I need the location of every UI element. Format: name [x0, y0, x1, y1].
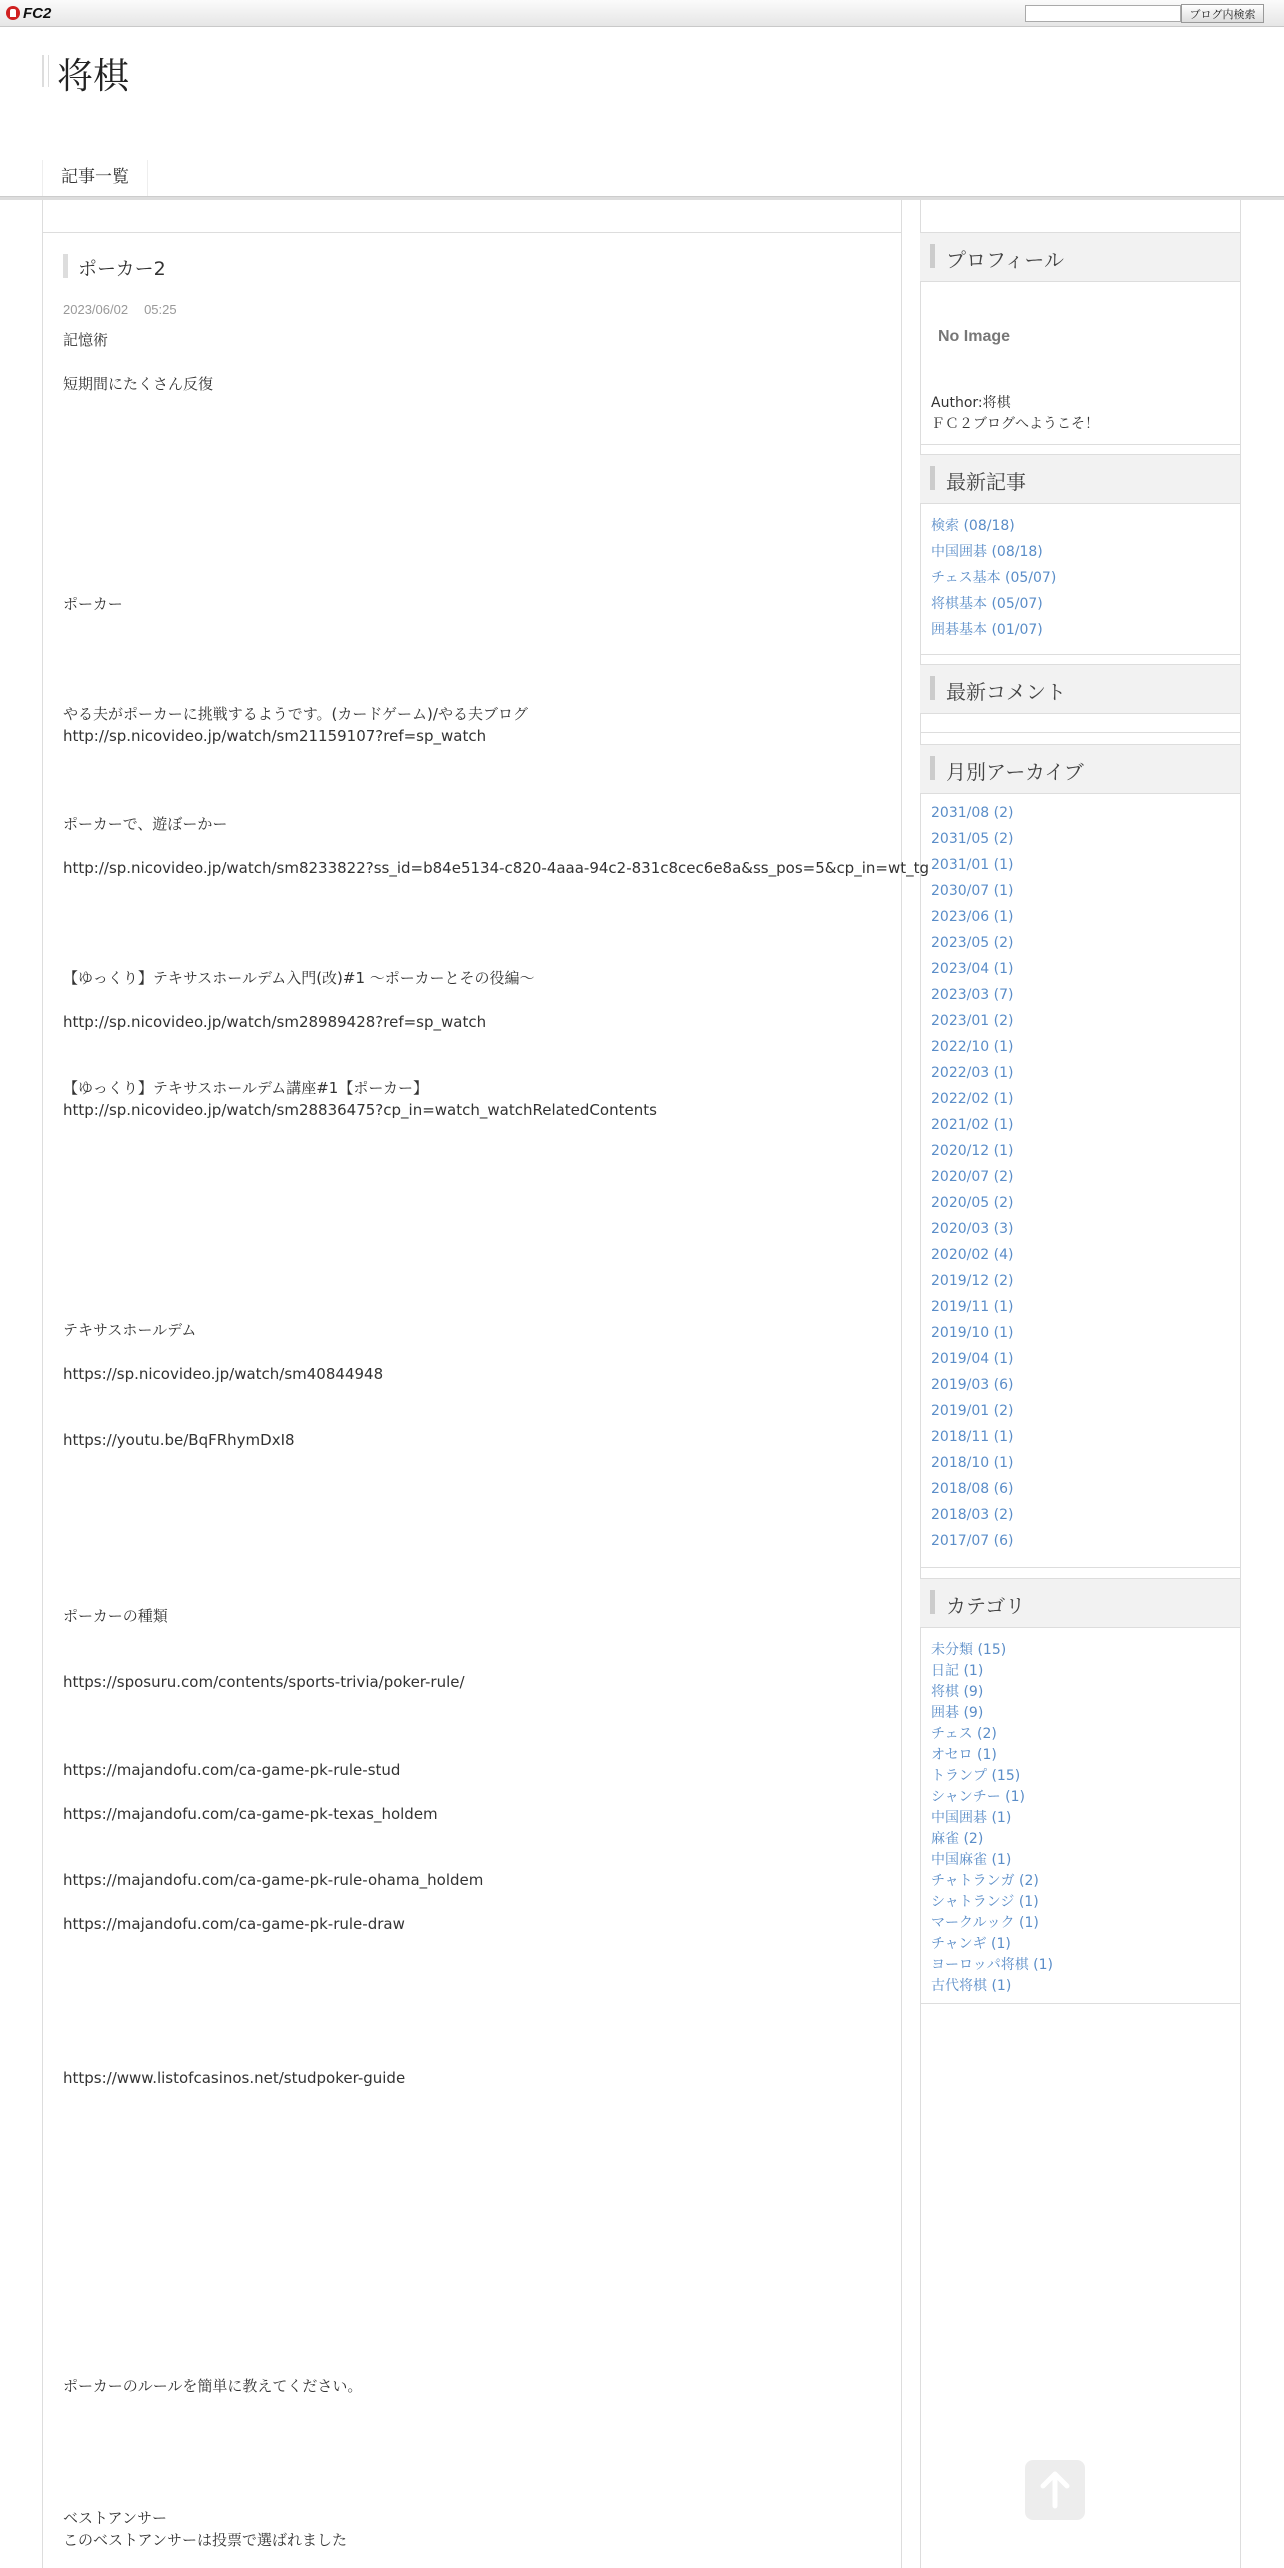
- archive-item[interactable]: 2018/08 (6): [931, 1481, 1014, 1497]
- archive-item[interactable]: 2017/07 (6): [931, 1533, 1014, 1549]
- archive-item[interactable]: 2031/01 (1): [931, 857, 1014, 873]
- entry-date: [63, 302, 177, 317]
- archive-item[interactable]: 2019/10 (1): [931, 1325, 1014, 1341]
- category-item[interactable]: チャンギ (1): [931, 1936, 1011, 1952]
- category-item[interactable]: オセロ (1): [931, 1747, 997, 1763]
- category-item[interactable]: 将棋 (9): [931, 1684, 984, 1700]
- recent-item[interactable]: 囲碁基本 (01/07): [931, 622, 1043, 638]
- section-divider: [920, 732, 1240, 733]
- category-item[interactable]: 囲碁 (9): [931, 1705, 984, 1721]
- frame-line: [42, 232, 901, 233]
- entry-link[interactable]: https://majandofu.com/ca-game-pk-rule-stud: [63, 1761, 401, 1779]
- archive-item[interactable]: 2020/03 (3): [931, 1221, 1014, 1237]
- arrow-up-icon: [1025, 2460, 1085, 2520]
- archive-item[interactable]: 2020/07 (2): [931, 1169, 1014, 1185]
- category-item[interactable]: トランプ (15): [931, 1768, 1021, 1784]
- archive-item[interactable]: 2020/12 (1): [931, 1143, 1014, 1159]
- entry-link[interactable]: http://sp.nicovideo.jp/watch/sm21159107?ref=sp_watch: [63, 727, 487, 745]
- frame-line: [42, 199, 43, 2568]
- blog-search-input[interactable]: [1025, 5, 1181, 22]
- category-item[interactable]: チャトランガ (2): [931, 1873, 1039, 1889]
- recent-heading-text: 最新記事: [946, 470, 1026, 494]
- recent-item[interactable]: 将棋基本 (05/07): [931, 596, 1043, 612]
- archive-heading: [920, 744, 1240, 794]
- category-item[interactable]: 中国麻雀 (1): [931, 1852, 1012, 1868]
- entry-paragraph: やる夫がポーカーに挑戦するようです。(カードゲーム)/やる夫ブログ: [63, 705, 528, 723]
- category-item[interactable]: 中国囲碁 (1): [931, 1810, 1012, 1826]
- heading-decoration: [930, 466, 935, 490]
- category-item[interactable]: シャンチー (1): [931, 1789, 1026, 1805]
- profile-heading-text: プロフィール: [946, 248, 1064, 272]
- archive-item[interactable]: 2023/04 (1): [931, 961, 1014, 977]
- frame-line: [1240, 199, 1241, 2568]
- category-item[interactable]: 古代将棋 (1): [931, 1978, 1012, 1994]
- category-item[interactable]: チェス (2): [931, 1726, 997, 1742]
- entry-paragraph: ポーカー: [63, 595, 123, 613]
- entry-paragraph: 短期間にたくさん反復: [63, 375, 214, 393]
- fc2-logo-text: FC2: [23, 4, 52, 22]
- section-divider: [920, 1567, 1240, 1568]
- archive-item[interactable]: 2031/05 (2): [931, 831, 1014, 847]
- archive-item[interactable]: 2031/08 (2): [931, 805, 1014, 821]
- archive-item[interactable]: 2020/05 (2): [931, 1195, 1014, 1211]
- archive-item[interactable]: 2019/04 (1): [931, 1351, 1014, 1367]
- entry-link[interactable]: https://www.listofcasinos.net/studpoker-guide: [63, 2069, 406, 2087]
- menu-tab-article-list[interactable]: 記事一覧: [42, 160, 148, 196]
- heading-decoration: [930, 756, 935, 780]
- archive-item[interactable]: 2019/11 (1): [931, 1299, 1014, 1315]
- category-item[interactable]: マークルック (1): [931, 1915, 1039, 1931]
- profile-welcome: ＦＣ２ブログへようこそ！: [931, 416, 1099, 432]
- frame-line: [920, 199, 921, 2568]
- category-heading: [920, 1578, 1240, 1628]
- fc2-toolbar: [0, 0, 1284, 27]
- blog-search-button[interactable]: ブログ内検索: [1181, 4, 1264, 23]
- entry-time-value: 05:25: [144, 302, 177, 317]
- recent-heading: [920, 454, 1240, 504]
- entry-link[interactable]: https://sposuru.com/contents/sports-trivia/poker-rule/: [63, 1673, 465, 1691]
- category-item[interactable]: 日記 (1): [931, 1663, 984, 1679]
- archive-item[interactable]: 2023/03 (7): [931, 987, 1014, 1003]
- entry-link[interactable]: http://sp.nicovideo.jp/watch/sm28989428?ref=sp_watch: [63, 1013, 487, 1031]
- entry-link[interactable]: https://majandofu.com/ca-game-pk-rule-ohama_holdem: [63, 1871, 484, 1889]
- entry-title[interactable]: ポーカー2: [78, 258, 166, 280]
- recent-item[interactable]: 検索 (08/18): [931, 518, 1015, 534]
- entry-paragraph: ベストアンサー: [63, 2509, 167, 2527]
- entry-link[interactable]: http://sp.nicovideo.jp/watch/sm8233822?ss_id=b84e5134-c820-4aaa-94c2-831c8cec6e8a&ss_pos=5&cp_in=wt_tg: [63, 859, 930, 877]
- entry-title-decoration: [63, 254, 68, 278]
- entry-paragraph: テキサスホールデム: [63, 1321, 197, 1339]
- archive-item[interactable]: 2020/02 (4): [931, 1247, 1014, 1263]
- fc2-logo-icon: [6, 6, 20, 20]
- section-divider: [920, 654, 1240, 655]
- entry-paragraph: 【ゆっくり】テキサスホールデム講座#1【ポーカー】: [63, 1079, 429, 1097]
- comments-heading: [920, 664, 1240, 714]
- entry-link[interactable]: https://majandofu.com/ca-game-pk-texas_holdem: [63, 1805, 438, 1823]
- entry-link[interactable]: http://sp.nicovideo.jp/watch/sm28836475?cp_in=watch_watchRelatedContents: [63, 1101, 657, 1119]
- heading-decoration: [930, 244, 935, 268]
- entry-link[interactable]: https://youtu.be/BqFRhymDxI8: [63, 1431, 295, 1449]
- category-item[interactable]: シャトランジ (1): [931, 1894, 1039, 1910]
- scroll-top-button[interactable]: [1025, 2460, 1085, 2520]
- archive-item[interactable]: 2023/06 (1): [931, 909, 1014, 925]
- profile-avatar: No Image: [938, 328, 1011, 345]
- blog-title[interactable]: 将棋: [57, 56, 130, 97]
- entry-paragraph: 記憶術: [63, 331, 109, 349]
- section-divider: [920, 444, 1240, 445]
- title-decoration: [42, 55, 49, 87]
- archive-heading-text: 月別アーカイブ: [946, 760, 1084, 784]
- comments-heading-text: 最新コメント: [946, 680, 1066, 704]
- entry-link[interactable]: https://majandofu.com/ca-game-pk-rule-draw: [63, 1915, 405, 1933]
- archive-item[interactable]: 2022/02 (1): [931, 1091, 1014, 1107]
- category-item[interactable]: 麻雀 (2): [931, 1831, 984, 1847]
- heading-decoration: [930, 1590, 935, 1614]
- frame-line: [901, 199, 902, 2568]
- archive-item[interactable]: 2018/03 (2): [931, 1507, 1014, 1523]
- entry-paragraph: 【ゆっくり】テキサスホールデム入門(改)#1 ～ポーカーとその役編～: [63, 969, 535, 987]
- archive-item[interactable]: 2019/01 (2): [931, 1403, 1014, 1419]
- profile-heading: [920, 232, 1240, 282]
- heading-decoration: [930, 676, 935, 700]
- entry-paragraph: ポーカーで、遊ぼーかー: [63, 815, 228, 833]
- entry-paragraph: ポーカーのルールを簡単に教えてください。: [63, 2377, 363, 2395]
- category-item[interactable]: 未分類 (15): [931, 1642, 1007, 1658]
- archive-item[interactable]: 2023/05 (2): [931, 935, 1014, 951]
- section-divider: [920, 2003, 1240, 2004]
- profile-author: Author:将棋: [931, 395, 1011, 411]
- recent-item[interactable]: チェス基本 (05/07): [931, 570, 1057, 586]
- archive-item[interactable]: 2021/02 (1): [931, 1117, 1014, 1133]
- category-heading-text: カテゴリ: [946, 1594, 1026, 1618]
- entry-paragraph: このベストアンサーは投票で選ばれました: [63, 2531, 347, 2549]
- archive-item[interactable]: 2022/03 (1): [931, 1065, 1014, 1081]
- menu-divider: [0, 196, 1284, 200]
- archive-item[interactable]: 2019/12 (2): [931, 1273, 1014, 1289]
- entry-paragraph: ポーカーの種類: [63, 1607, 168, 1625]
- archive-item[interactable]: 2019/03 (6): [931, 1377, 1014, 1393]
- archive-item[interactable]: 2023/01 (2): [931, 1013, 1014, 1029]
- recent-item[interactable]: 中国囲碁 (08/18): [931, 544, 1043, 560]
- archive-item[interactable]: 2030/07 (1): [931, 883, 1014, 899]
- archive-item[interactable]: 2018/11 (1): [931, 1429, 1014, 1445]
- archive-item[interactable]: 2018/10 (1): [931, 1455, 1014, 1471]
- fc2-logo[interactable]: [6, 4, 51, 22]
- category-item[interactable]: ヨーロッパ将棋 (1): [931, 1957, 1054, 1973]
- archive-item[interactable]: 2022/10 (1): [931, 1039, 1014, 1055]
- entry-date-value: 2023/06/02: [63, 302, 129, 317]
- entry-link[interactable]: https://sp.nicovideo.jp/watch/sm40844948: [63, 1365, 384, 1383]
